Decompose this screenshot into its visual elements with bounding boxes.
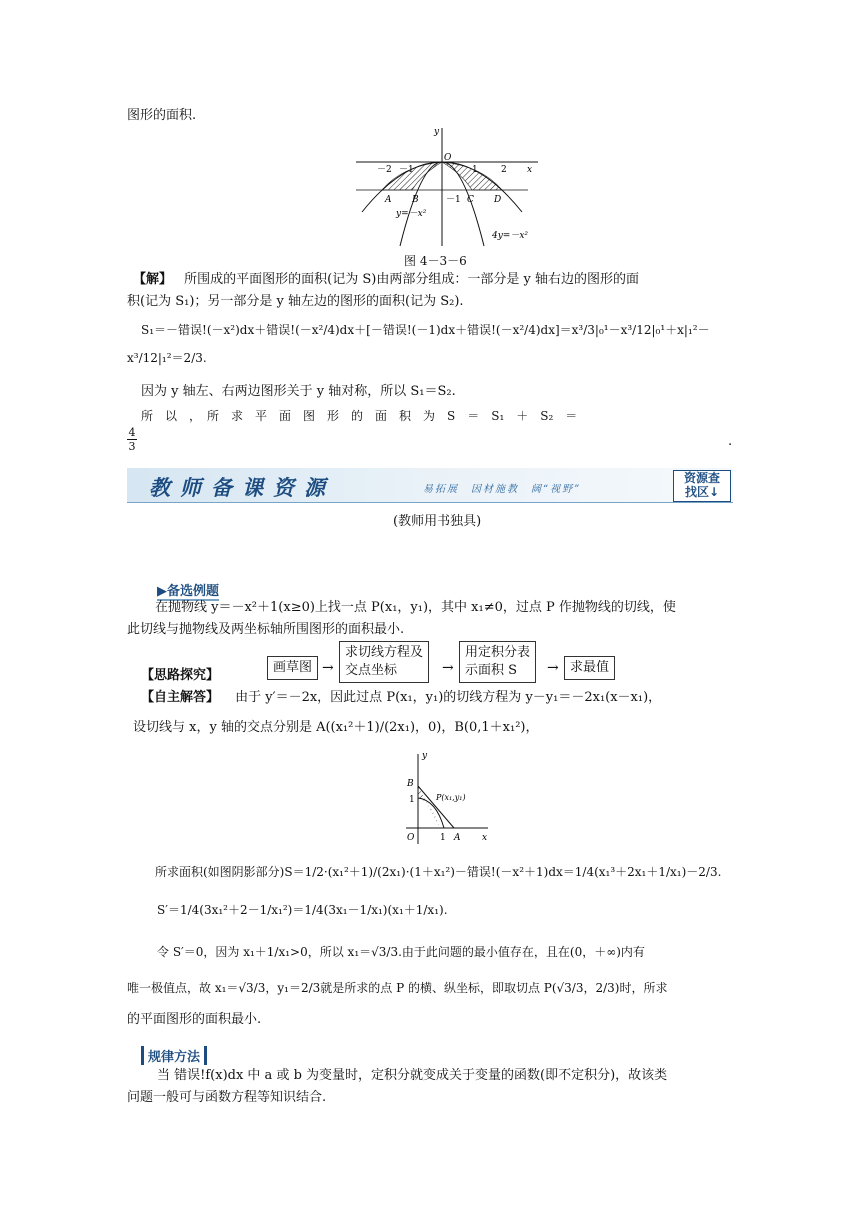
fig1-tick-m2: －2 <box>377 165 392 175</box>
fig1-point-d: D <box>494 195 502 205</box>
flow-step2-line2: 交点坐标 <box>345 663 398 678</box>
fig2-tick-x1: 1 <box>440 833 446 843</box>
flow-arrow-1: → <box>322 660 334 676</box>
solution-line-6: 所 以 ， 所 求 平 面 图 形 的 面 积 为 S ＝ S₁ ＋ S₂ ＝ <box>141 409 578 423</box>
fig1-tick-neg1: －1 <box>446 195 461 205</box>
flow-arrow-2: → <box>442 660 454 676</box>
example-line-2: 此切线与抛物线及两坐标轴所围图形的面积最小. <box>127 622 405 637</box>
method-line-2: 问题一般可与函数方程等知识结合. <box>127 1090 327 1105</box>
banner-title: 教师备课资源 <box>149 476 335 500</box>
banner-slogan: 易拓展 因材施教 阔“视野” <box>423 484 582 495</box>
solution-line-2: 积(记为 S₁)；另一部分是 y 轴左边的图形的面积(记为 S₂). <box>127 294 464 309</box>
answer-line-2: 设切线与 x，y 轴的交点分别是 A((x₁²＋1)/(2x₁)，0)，B(0,1＋x₁²)， <box>133 720 539 735</box>
answer-line-3: 所求面积(如图阴影部分)S＝1/2·(x₁²＋1)/(2x₁)·(1＋x₁²)－错误!(－x²＋1)dx＝1/4(x₁³＋2x₁＋1/x₁)－2/3. <box>155 865 722 879</box>
answer-line-7: 的平面图形的面积最小. <box>127 1012 262 1027</box>
answer-line-1: 由于 y′＝－2x，因此过点 P(x₁，y₁)的切线方程为 y－y₁＝－2x₁(x－x₁)， <box>235 690 662 705</box>
fig1-curve2-label: 4y=－x² <box>492 231 529 241</box>
fig1-tick-p2: 2 <box>501 165 507 175</box>
fig2-tick-y1: 1 <box>409 795 415 805</box>
fig1-x-label: x <box>527 165 533 175</box>
figure-tangent-area <box>396 748 492 848</box>
solution-line-1: 所围成的平面图形的面积(记为 S)由两部分组成：一部分是 y 轴右边的图形的面 <box>184 272 639 287</box>
flow-arrow-3: → <box>547 660 559 676</box>
answer-fraction <box>127 426 137 453</box>
fig2-point-a: A <box>454 833 461 843</box>
solution-line-3: S₁＝－错误!(－x²)dx＋错误!(－x²/4)dx＋[－错误!(－1)dx＋错误!(－x²/4)dx]＝x³/3|₀¹－x³/12|₀¹＋x|₁²－ <box>141 323 710 337</box>
example-tag: ▶备选例题 <box>157 580 219 601</box>
intro-text: 图形的面积. <box>127 108 197 123</box>
teacher-resource-banner <box>127 468 733 503</box>
flow-label: 【思路探究】 <box>141 668 220 683</box>
answer-period: . <box>728 434 733 449</box>
solution-line-5: 因为 y 轴左、右两边图形关于 y 轴对称，所以 S₁＝S₂. <box>141 384 456 399</box>
flow-step-sketch: 画草图 <box>267 656 318 680</box>
answer-tag: 【自主解答】 <box>141 690 220 705</box>
flow-step-integral <box>459 641 536 683</box>
solution-line-4: x³/12|₁²＝2/3. <box>127 351 207 365</box>
teacher-note: (教师用书独具) <box>393 514 482 529</box>
flow-step-min: 求最值 <box>564 656 615 680</box>
flow-step3-line2: 示面积 S <box>465 663 518 678</box>
resource-button-line2: 找区↓ <box>684 485 720 499</box>
flow-step-tangent <box>339 641 429 683</box>
figure-area-between-parabolas <box>352 124 542 250</box>
flow-step2-line1: 求切线方程及 <box>345 645 424 660</box>
example-line-1: 在抛物线 y＝－x²＋1(x≥0)上找一点 P(x₁，y₁)，其中 x₁≠0，过点 P 作抛物线的切线，使 <box>155 600 676 615</box>
fig2-parabola <box>418 798 444 828</box>
fig2-y-label: y <box>422 751 428 761</box>
resource-button-line1: 资源查 <box>683 471 720 485</box>
fig1-tick-m1: －1 <box>399 165 414 175</box>
method-line-1: 当 错误!f(x)dx 中 a 或 b 为变量时，定积分就变成关于变量的函数(即不定积分)，故该类 <box>157 1068 668 1083</box>
fig2-point-p: P(x₁,y₁) <box>436 793 466 802</box>
fig1-point-b: B <box>412 195 419 205</box>
fig2-point-b: B <box>407 779 414 789</box>
resource-search-button[interactable] <box>673 470 731 502</box>
fig1-curve1-label: y=－x² <box>396 209 427 219</box>
fig1-point-a: A <box>385 195 392 205</box>
method-tag: 规律方法 <box>141 1046 207 1065</box>
answer-line-6: 唯一极值点，故 x₁＝√3/3，y₁＝2/3就是所求的点 P 的横、纵坐标，即取切点 P(√3/3，2/3)时，所求 <box>127 981 668 995</box>
fig1-point-c: C <box>467 195 474 205</box>
fig1-y-label: y <box>434 127 440 137</box>
answer-line-5: 令 S′＝0，因为 x₁＋1/x₁>0，所以 x₁＝√3/3.由于此问题的最小值存在，且在(0，＋∞)内有 <box>157 945 645 959</box>
fig2-origin: O <box>407 833 415 843</box>
solution-tag: 【解】 <box>133 272 173 287</box>
fig1-origin: O <box>444 153 452 163</box>
answer-line-4: S′＝1/4(3x₁²＋2－1/x₁²)＝1/4(3x₁－1/x₁)(x₁＋1/x₁). <box>157 903 448 917</box>
figure-caption: 图 4－3－6 <box>404 254 467 268</box>
fig2-x-label: x <box>482 833 488 843</box>
fig1-tick-p1: 1 <box>472 165 478 175</box>
answer-numerator: 4 <box>128 426 136 439</box>
answer-denominator: 3 <box>128 440 136 453</box>
flow-step3-line1: 用定积分表 <box>465 645 531 660</box>
